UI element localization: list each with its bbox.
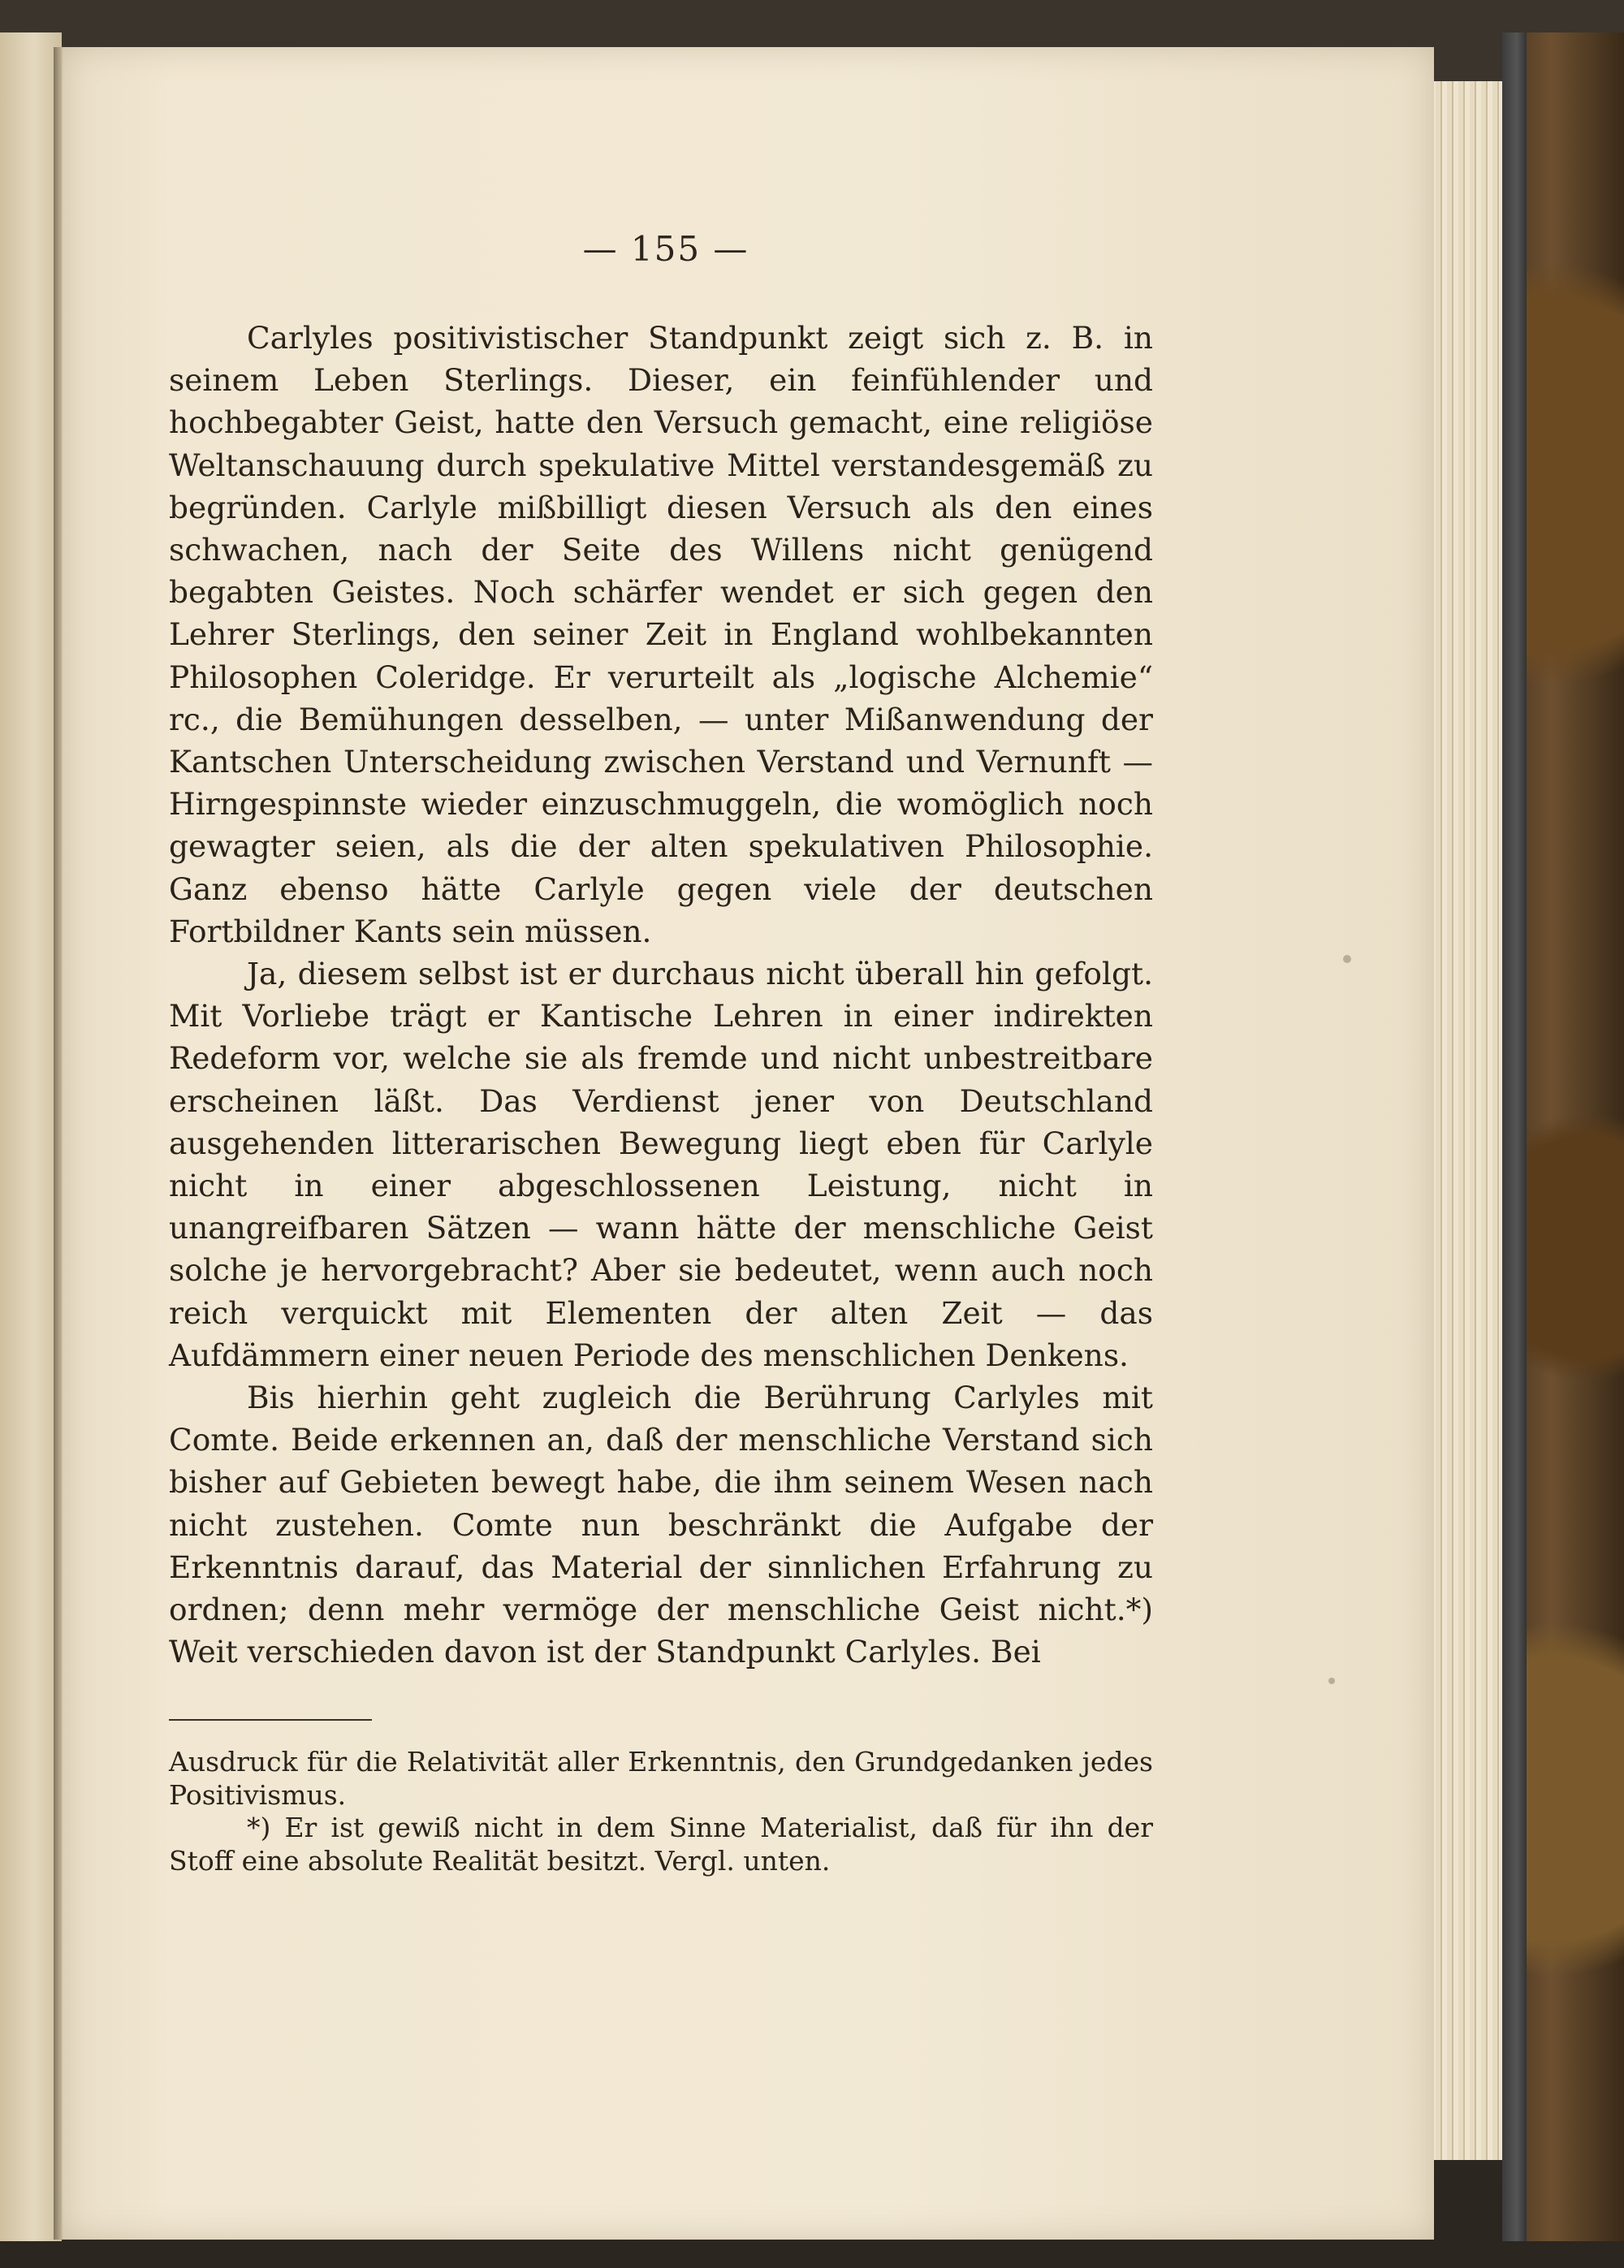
main-text <box>169 317 1153 1674</box>
paper-speck <box>1343 955 1351 963</box>
footnote-continuation: Ausdruck für die Relativität aller Erkenntnis, den Grundgedanken jedes Positivismus. <box>169 1746 1153 1811</box>
paper-speck <box>1328 1678 1335 1684</box>
footnote-rule <box>169 1719 372 1721</box>
page-gutter-shadow <box>54 47 63 2240</box>
paragraph: Carlyles positivistischer Standpunkt zeigt sich z. B. in seinem Leben Sterlings. Dieser, ein feinfühlender und hochbegabter Geist, hatte den Versuch gemacht, eine religiöse Weltanschauung durch spekulative Mittel verstandesgemäß zu begründen. Carlyle mißbilligt diesen Versuch als den eines schwachen, nach der Seite des Willens nicht genügend begabten Geistes. Noch schärfer wendet er sich gegen den Lehrer Sterlings, den seiner Zeit in England wohlbekannten Philosophen Coleridge. Er verurteilt als „logische Alchemie“ rc., die Bemühungen desselben, — unter Mißanwendung der Kantschen Unterscheidung zwischen Verstand und Vernunft — Hirngespinnste wieder einzuschmuggeln, die womöglich noch gewagter seien, als die der alten spekulativen Philosophie. Ganz ebenso hätte Carlyle gegen viele der deutschen Fortbildner Kants sein müssen. <box>169 320 1153 949</box>
page-number: — 155 — <box>582 229 749 269</box>
footnote: *) Er ist gewiß nicht in dem Sinne Materialist, daß für ihn der Stoff eine absolute Realität besitzt. Vergl. unten. <box>169 1812 1153 1877</box>
footnotes <box>169 1746 1153 1877</box>
facing-page-edge <box>0 32 62 2241</box>
paragraph: Bis hierhin geht zugleich die Berührung Carlyles mit Comte. Beide erkennen an, daß der menschliche Verstand sich bisher auf Gebieten bewegt habe, die ihm seinem Wesen nach nicht zustehen. Comte nun beschränkt die Aufgabe der Erkenntnis darauf, das Material der sinnlichen Erfahrung zu ordnen; denn mehr vermöge der menschliche Geist nicht.*) Weit verschieden davon ist der Standpunkt Carlyles. Bei <box>169 1380 1153 1670</box>
cover-spine-edge <box>1502 32 1527 2241</box>
paragraph: Ja, diesem selbst ist er durchaus nicht überall hin gefolgt. Mit Vorliebe trägt er Kantische Lehren in einer indirekten Redeform vor, welche sie als fremde und nicht unbestreitbare erscheinen läßt. Das Verdienst jener von Deutschland ausgehenden litterarischen Bewegung liegt eben für Carlyle nicht in einer abgeschlossenen Leistung, nicht in unangreifbaren Sätzen — wann hätte der menschliche Geist solche je hervorgebracht? Aber sie bedeutet, wenn auch noch reich verquickt mit Elementen der alten Zeit — das Aufdämmern einer neuen Periode des menschlichen Denkens. <box>169 956 1153 1373</box>
